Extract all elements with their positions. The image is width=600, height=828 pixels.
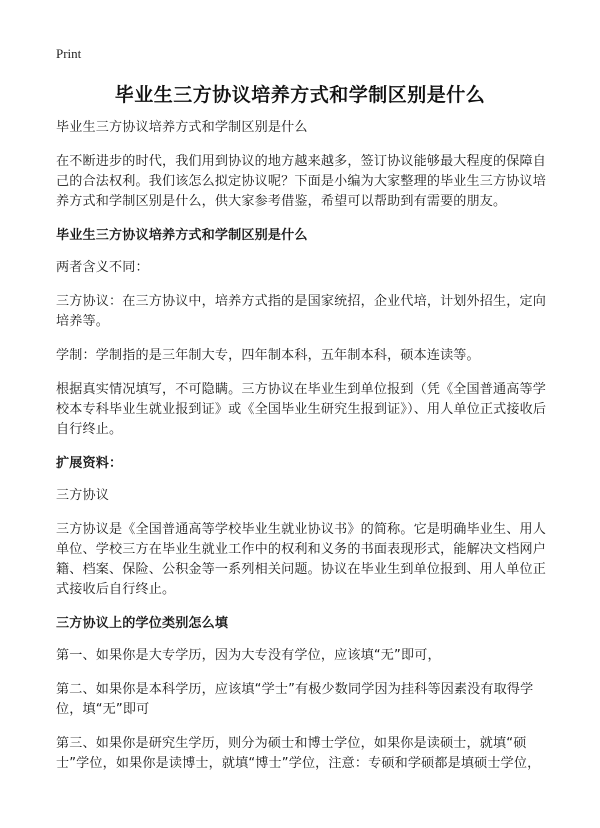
body-paragraph: 三方协议 [56,488,109,503]
section-heading: 三方协议上的学位类别怎么填 [56,616,229,631]
body-paragraph: 三方协议是《全国普通高等学校毕业生就业协议书》的简称。它是明确毕业生、用人单位、学校三方在毕业生就业工作中的权利和义务的书面表现形式，能解决文档网户籍、档案、保险、公积金等一系列相关问题。协议在毕业生到单位报到、用人单位正式接收后自行终止。 [56,522,547,597]
section-heading: 扩展资料： [56,456,123,471]
intro-paragraph: 在不断进步的时代，我们用到协议的地方越来越多，签订协议能够最大程度的保障自己的合法权利。我们该怎么拟定协议呢？下面是小编为大家整理的毕业生三方协议培养方式和学制区别是什么，供大家参考借鉴，希望可以帮助到有需要的朋友。 [56,154,547,209]
body-paragraph: 学制：学制指的是三年制大专，四年制本科，五年制本科，硕本连读等。 [56,348,480,363]
document-body [56,118,550,788]
body-paragraph: 第一、如果你是大专学历，因为大专没有学位，应该填“无”即可， [56,648,441,663]
section-heading: 毕业生三方协议培养方式和学制区别是什么 [56,228,308,243]
body-paragraph: 第二、如果你是本科学历，应该填“学士”有极少数同学因为挂科等因素没有取得学位，填“无”即可 [56,682,534,717]
print-link[interactable]: Print [56,46,82,61]
body-paragraph: 第三、如果你是研究生学历，则分为硕士和博士学位，如果你是读硕士，就填“硕士”学位，如果你是读博士，就填“博士”学位，注意：专硕和学硕都是填硕士学位， [56,736,541,771]
body-paragraph: 两者含义不同： [56,260,149,275]
body-paragraph: 三方协议：在三方协议中，培养方式指的是国家统招，企业代培，计划外招生，定向培养等。 [56,294,547,329]
document-title: 毕业生三方协议培养方式和学制区别是什么 [114,84,486,106]
subtitle-paragraph: 毕业生三方协议培养方式和学制区别是什么 [56,120,308,135]
body-paragraph: 根据真实情况填写，不可隐瞒。三方协议在毕业生到单位报到（凭《全国普通高等学校本专科毕业生就业报到证》或《全国毕业生研究生报到证》）、用人单位正式接收后自行终止。 [56,382,547,437]
